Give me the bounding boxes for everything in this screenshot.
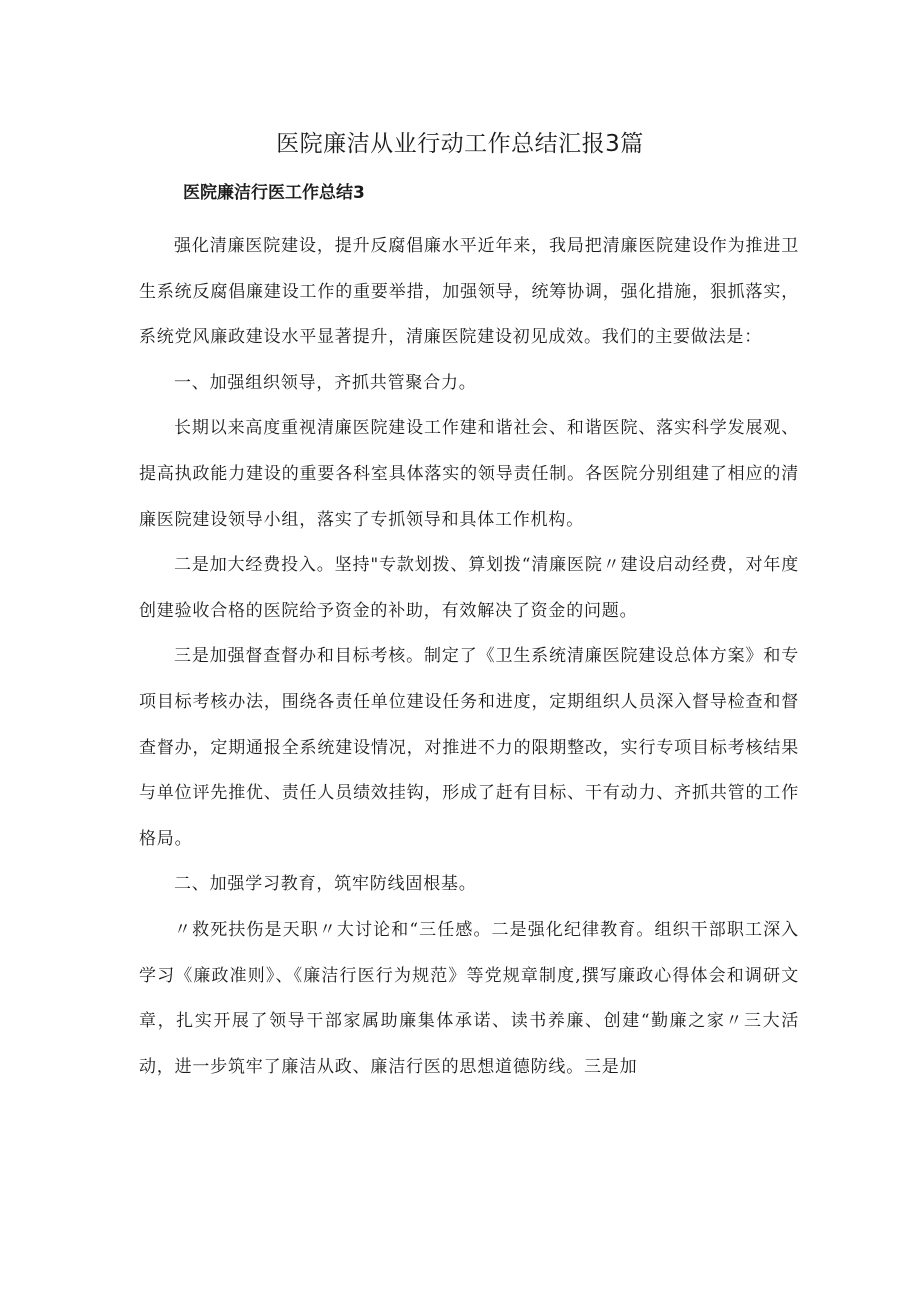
paragraph-supervision: 三是加强督查督办和目标考核。制定了《卫生系统清廉医院建设总体方案》和专项目标考核办法，围绕各责任单位建设任务和进度，定期组织人员深入督导检查和督查督办，定期通报全系统建设情况，对推进不力的限期整改，实行专项目标考核结果与单位评先推优、责任人员绩效挂钩，形成了赶有目标、干有动力、齐抓共管的工作格局。	[139, 646, 799, 849]
paragraph-intro: 强化清廉医院建设，提升反腐倡廉水平近年来，我局把清廉医院建设作为推进卫生系统反腐倡廉建设工作的重要举措，加强领导，统筹协调，强化措施，狠抓落实，系统党风廉政建设水平显著提升，清廉医院建设初见成效。我们的主要做法是：	[139, 236, 799, 348]
document-title: 医院廉洁从业行动工作总结汇报3篇	[276, 131, 644, 157]
heading-education: 二、加强学习教育，筑牢防线固根基。	[174, 874, 477, 895]
heading-organization-leadership: 一、加强组织领导，齐抓共管聚合力。	[174, 372, 477, 393]
paragraph-leadership: 长期以来高度重视清廉医院建设工作建和谐社会、和谐医院、落实科学发展观、提高执政能力建设的重要各科室具体落实的领导责任制。各医院分别组建了相应的清廉医院建设领导小组，落实了专抓领导和具体工作机构。	[139, 418, 799, 530]
paragraph-discipline: 〃救死扶伤是天职〃大讨论和“三任感。二是强化纪律教育。组织干部职工深入学习《廉政准则》、《廉洁行医行为规范》等党规章制度,撰写廉政心得体会和调研文章，扎实开展了领导干部家属助廉集体承诺、读书养廉、创建“勤廉之家〃三大活动，进一步筑牢了廉洁从政、廉洁行医的思想道德防线。三是加	[139, 919, 799, 1077]
section-subtitle: 医院廉洁行医工作总结3	[183, 183, 365, 203]
document-body	[139, 224, 799, 1090]
paragraph-funding: 二是加大经费投入。坚持"专款划拨、算划拨“清廉医院〃建设启动经费，对年度创建验收合格的医院给予资金的补助，有效解决了资金的问题。	[139, 555, 799, 621]
